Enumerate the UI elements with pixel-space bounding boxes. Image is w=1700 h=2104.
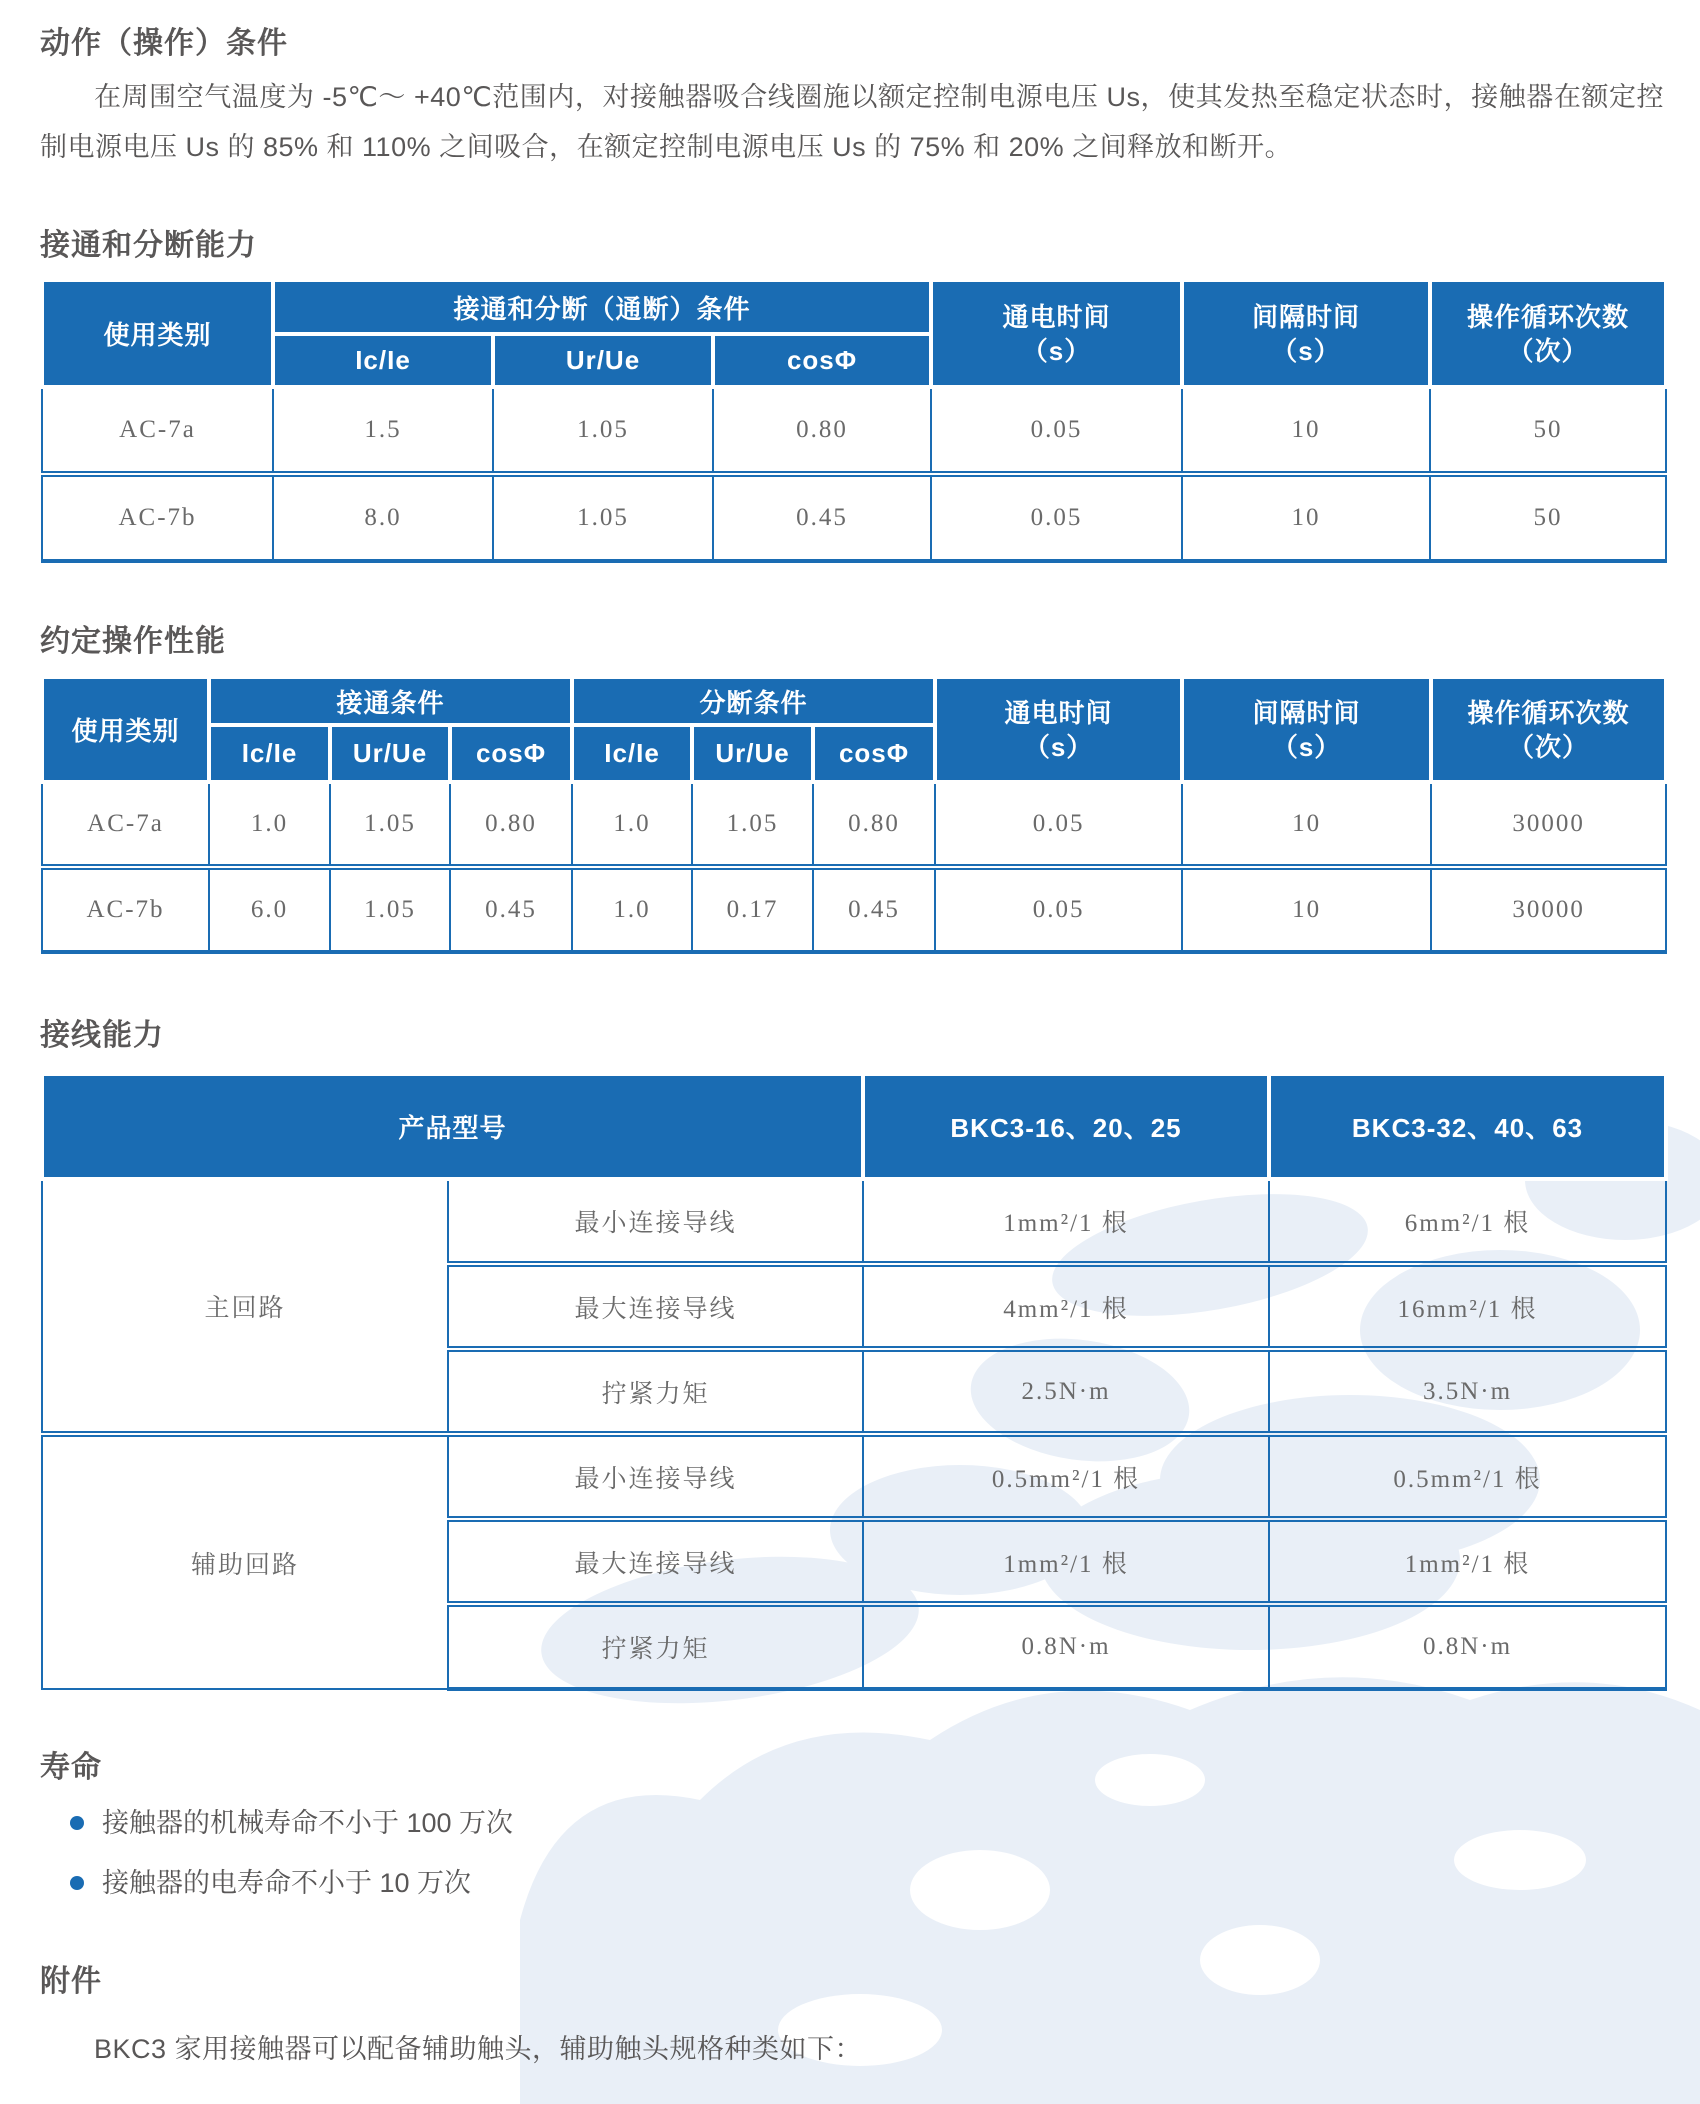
- header-cell-interval: [1182, 677, 1431, 782]
- group-cell-aux-circuit: 辅助回路: [42, 1434, 448, 1689]
- data-cell: AC-7a: [42, 782, 209, 867]
- group-cell-main-circuit: 主回路: [42, 1179, 448, 1434]
- header-cell-make-group: 接通条件: [209, 677, 572, 725]
- data-cell: AC-7b: [42, 474, 273, 561]
- data-cell: 30000: [1431, 782, 1666, 867]
- header-cell-icie: Ic/Ie: [572, 725, 692, 782]
- data-cell: 1.05: [692, 782, 813, 867]
- life-bullet-list: [40, 1800, 513, 1920]
- bullet-text: 接触器的电寿命不小于 10 万次: [102, 1868, 472, 1898]
- header-cell-icie: Ic/Ie: [209, 725, 330, 782]
- header-line: 操作循环次数: [1467, 697, 1630, 728]
- header-unit: （s）: [1021, 335, 1092, 366]
- wiring-capability-table: [40, 1072, 1668, 1691]
- data-cell: 0.8N·m: [1269, 1604, 1666, 1689]
- header-line: 通电时间: [1002, 301, 1111, 332]
- header-unit: （次）: [1507, 335, 1589, 366]
- header-cell-product-model: 产品型号: [42, 1074, 863, 1179]
- header-cell-cosphi: cosΦ: [813, 725, 935, 782]
- row-label-cell: 拧紧力矩: [448, 1604, 863, 1689]
- list-item: [40, 1800, 513, 1846]
- table-header-row: [42, 677, 1666, 725]
- section-title-operating-conditions: 动作（操作）条件: [40, 27, 288, 60]
- header-line: 间隔时间: [1252, 697, 1361, 728]
- data-cell: 4mm²/1 根: [863, 1264, 1269, 1349]
- section-title-accessories: 附件: [40, 1965, 102, 1998]
- table-row: [42, 387, 1666, 474]
- row-label-cell: 最小连接导线: [448, 1179, 863, 1264]
- data-cell: 1.5: [273, 387, 493, 474]
- header-cell-cycles: [1430, 280, 1666, 387]
- data-cell: 0.5mm²/1 根: [1269, 1434, 1666, 1519]
- header-cell-on-time: [931, 280, 1182, 387]
- section-title-wiring: 接线能力: [40, 1019, 164, 1052]
- data-cell: 1.05: [493, 387, 713, 474]
- data-cell: 6.0: [209, 867, 330, 952]
- data-cell: 0.05: [931, 387, 1182, 474]
- section-title-conventional: 约定操作性能: [40, 625, 226, 658]
- data-cell: 0.17: [692, 867, 813, 952]
- table-row: [42, 782, 1666, 867]
- data-cell: 0.05: [935, 782, 1182, 867]
- header-unit: （s）: [1271, 731, 1342, 762]
- list-item: [40, 1860, 513, 1906]
- section-title-making-breaking: 接通和分断能力: [40, 229, 257, 262]
- header-unit: （s）: [1271, 335, 1341, 366]
- data-cell: 3.5N·m: [1269, 1349, 1666, 1434]
- data-cell: 2.5N·m: [863, 1349, 1269, 1434]
- header-cell-urue: Ur/Ue: [692, 725, 813, 782]
- data-cell: 30000: [1431, 867, 1666, 952]
- data-cell: 0.5mm²/1 根: [863, 1434, 1269, 1519]
- data-cell: 10: [1182, 474, 1430, 561]
- making-breaking-table: [40, 278, 1668, 563]
- data-cell: 1.05: [493, 474, 713, 561]
- data-cell: 1.05: [330, 867, 450, 952]
- bullet-text: 接触器的机械寿命不小于 100 万次: [102, 1808, 514, 1838]
- table-row: [42, 867, 1666, 952]
- data-cell: 8.0: [273, 474, 493, 561]
- header-cell-bkc3-small: BKC3-16、20、25: [863, 1074, 1269, 1179]
- header-cell-condition-group: 接通和分断（通断）条件: [273, 280, 931, 334]
- header-cell-cycles: [1431, 677, 1666, 782]
- data-cell: 1.0: [209, 782, 330, 867]
- row-label-cell: 最小连接导线: [448, 1434, 863, 1519]
- header-line: 通电时间: [1004, 697, 1113, 728]
- data-cell: 0.80: [450, 782, 572, 867]
- data-cell: 10: [1182, 867, 1431, 952]
- header-line: 操作循环次数: [1467, 301, 1630, 332]
- table-row: [42, 1179, 1666, 1264]
- header-unit: （次）: [1508, 731, 1590, 762]
- operating-conditions-paragraph: 在周围空气温度为 -5℃～ +40℃范围内，对接触器吸合线圈施以额定控制电源电压 Us，使其发热至稳定状态时，接触器在额定控制电源电压 Us 的 85% 和 110% 之间吸合，在额定控制电源电压 Us 的 75% 和 20% 之间释放和断开。: [40, 82, 1664, 162]
- table-row: [42, 474, 1666, 561]
- data-cell: 0.45: [813, 867, 935, 952]
- row-label-cell: 拧紧力矩: [448, 1349, 863, 1434]
- table-row: [42, 1434, 1666, 1519]
- data-cell: 0.45: [713, 474, 931, 561]
- data-cell: 0.05: [935, 867, 1182, 952]
- header-unit: （s）: [1023, 731, 1094, 762]
- conventional-performance-table: [40, 675, 1668, 954]
- data-cell: 0.45: [450, 867, 572, 952]
- header-cell-bkc3-large: BKC3-32、40、63: [1269, 1074, 1666, 1179]
- data-cell: 1mm²/1 根: [863, 1179, 1269, 1264]
- header-cell-cosphi: cosΦ: [450, 725, 572, 782]
- data-cell: 1mm²/1 根: [1269, 1519, 1666, 1604]
- data-cell: AC-7b: [42, 867, 209, 952]
- bullet-dot-icon: [70, 1876, 84, 1890]
- header-cell-usage-category: 使用类别: [42, 677, 209, 782]
- data-cell: 0.8N·m: [863, 1604, 1269, 1689]
- header-cell-urue: Ur/Ue: [330, 725, 450, 782]
- table-header-row: [42, 280, 1666, 334]
- data-cell: 0.80: [813, 782, 935, 867]
- data-cell: 0.05: [931, 474, 1182, 561]
- header-cell-usage-category: 使用类别: [42, 280, 273, 387]
- data-cell: 50: [1430, 474, 1666, 561]
- header-cell-interval: [1182, 280, 1430, 387]
- header-line: 间隔时间: [1252, 301, 1361, 332]
- data-cell: 1.05: [330, 782, 450, 867]
- header-cell-urue: Ur/Ue: [493, 334, 713, 387]
- data-cell: 0.80: [713, 387, 931, 474]
- table-header-row: [42, 1074, 1666, 1179]
- section-title-life: 寿命: [40, 1751, 102, 1784]
- data-cell: 1.0: [572, 782, 692, 867]
- header-cell-on-time: [935, 677, 1182, 782]
- data-cell: 6mm²/1 根: [1269, 1179, 1666, 1264]
- row-label-cell: 最大连接导线: [448, 1264, 863, 1349]
- data-cell: 16mm²/1 根: [1269, 1264, 1666, 1349]
- header-cell-break-group: 分断条件: [572, 677, 935, 725]
- data-cell: 1mm²/1 根: [863, 1519, 1269, 1604]
- bullet-dot-icon: [70, 1816, 84, 1830]
- data-cell: 1.0: [572, 867, 692, 952]
- data-cell: 50: [1430, 387, 1666, 474]
- row-label-cell: 最大连接导线: [448, 1519, 863, 1604]
- header-cell-cosphi: cosΦ: [713, 334, 931, 387]
- header-cell-icie: Ic/Ie: [273, 334, 493, 387]
- accessories-paragraph: BKC3 家用接触器可以配备辅助触头，辅助触头规格种类如下：: [94, 2034, 863, 2064]
- data-cell: 10: [1182, 782, 1431, 867]
- data-cell: 10: [1182, 387, 1430, 474]
- data-cell: AC-7a: [42, 387, 273, 474]
